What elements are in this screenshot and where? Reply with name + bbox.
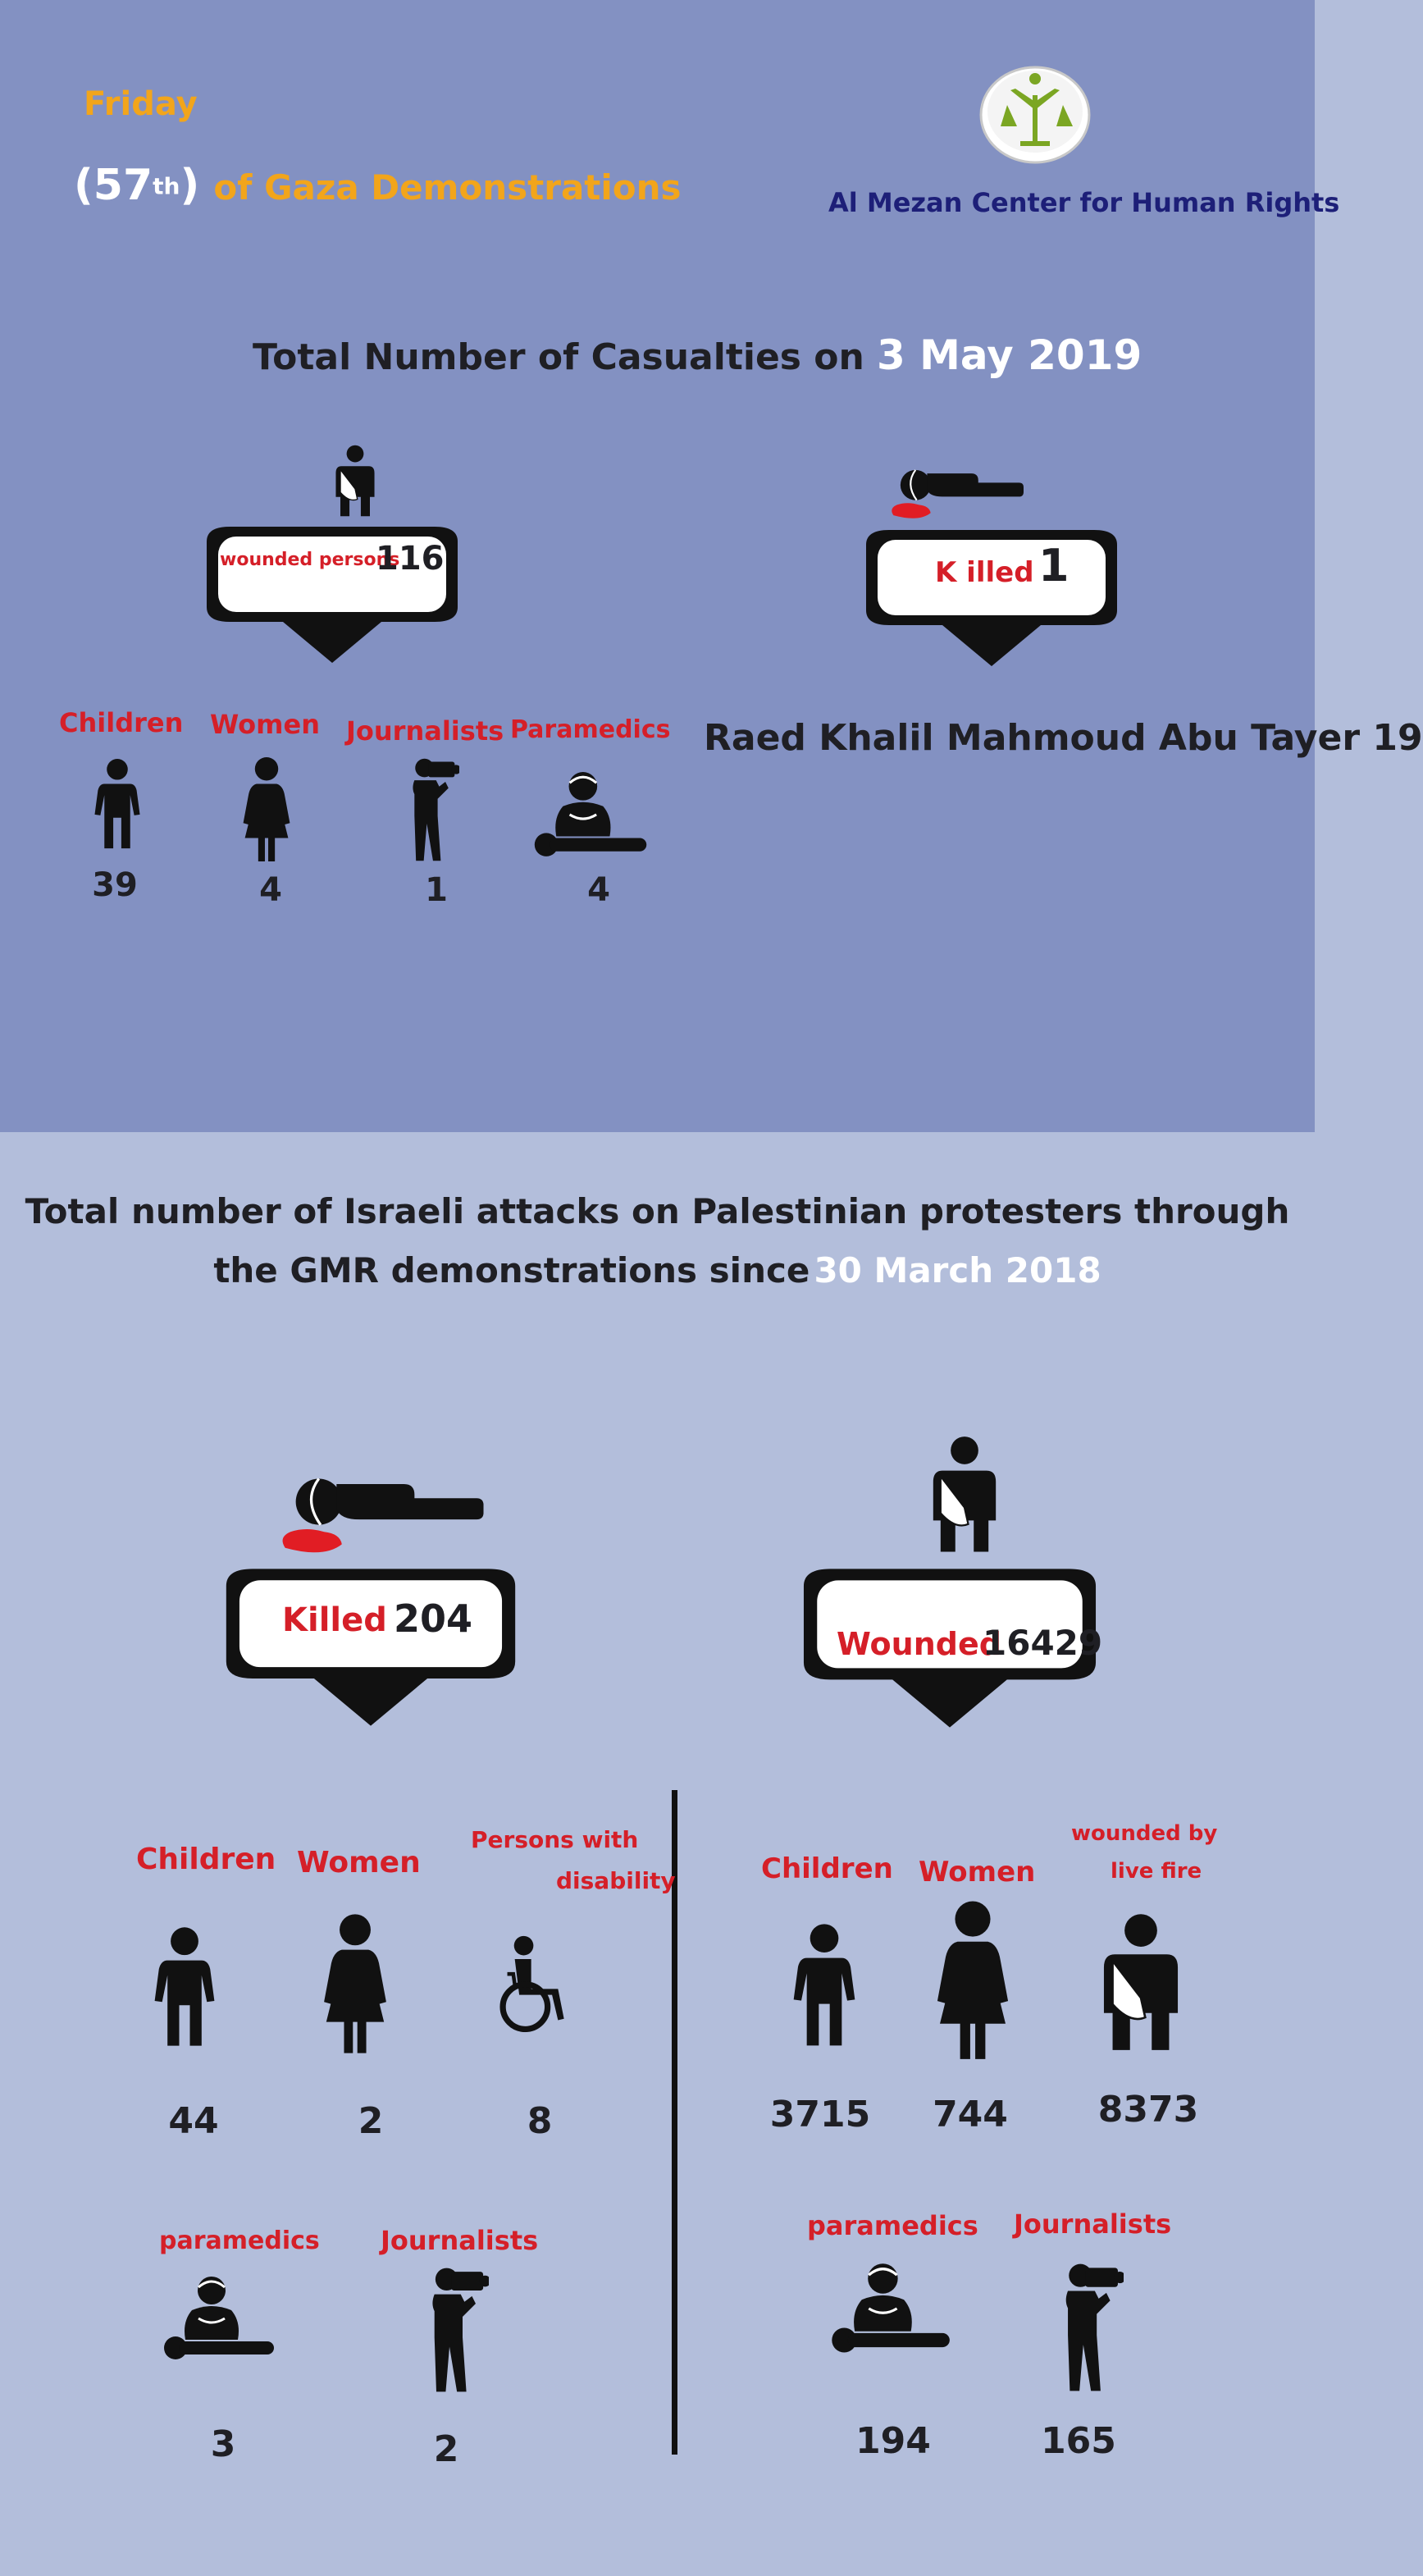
wounded-journalists-label: Journalists: [1014, 2208, 1172, 2240]
org-name: Al Mezan Center for Human Rights: [828, 187, 1340, 218]
totals-title-line2-text: the GMR demonstrations since: [213, 1250, 810, 1290]
woman-icon: [322, 1913, 389, 2058]
wounded-journalists-value: 165: [1041, 2420, 1116, 2462]
paramedic-icon: [161, 2274, 276, 2364]
day-children-label: Children: [59, 707, 184, 738]
killed-disability-label-1: Persons with: [471, 1826, 639, 1853]
total-killed-value: 204: [394, 1596, 473, 1641]
wounded-women-value: 744: [933, 2094, 1008, 2135]
killed-journalists-label: Journalists: [381, 2225, 539, 2256]
day-wounded-banner: [197, 525, 467, 665]
org-logo: [978, 59, 1092, 169]
journalist-icon: [405, 755, 459, 865]
total-killed-label: Killed: [282, 1601, 387, 1639]
day-paramedics-label: Paramedics: [510, 715, 671, 744]
day-women-label: Women: [210, 709, 320, 740]
killed-children-value: 44: [168, 2100, 219, 2142]
totals-since-date: 30 March 2018: [814, 1250, 1101, 1290]
killed-person-icon: [271, 1473, 484, 1562]
day-killed-banner: [856, 528, 1127, 668]
wounded-person-icon: [326, 445, 384, 518]
wounded-paramedics-label: paramedics: [807, 2210, 978, 2241]
wounded-paramedics-value: 194: [855, 2420, 931, 2462]
journalist-icon: [423, 2258, 489, 2402]
day-killed-value: 1: [1038, 540, 1070, 591]
child-icon: [151, 1926, 218, 2054]
ordinal-open: (57: [74, 161, 153, 210]
killed-paramedics-value: 3: [210, 2423, 236, 2465]
killed-person-icon: [884, 466, 1024, 525]
killed-journalists-value: 2: [433, 2428, 459, 2470]
day-wounded-label: wounded persons: [220, 550, 400, 570]
wounded-children-label: Children: [761, 1852, 893, 1885]
day-title-text: Total Number of Casualties on: [253, 336, 864, 378]
banner-shape: [856, 528, 1127, 668]
wheelchair-icon: [495, 1913, 577, 2054]
woman-icon: [933, 1900, 1012, 2064]
day-women-value: 4: [259, 871, 282, 909]
ordinal-sup: th: [153, 172, 180, 200]
wounded-children-value: 3715: [769, 2094, 871, 2135]
day-children-value: 39: [92, 866, 138, 904]
day-title: [253, 331, 1142, 379]
logo-scales-icon: [978, 59, 1092, 166]
ordinal-close: ): [180, 161, 200, 210]
victim-name: Raed Khalil Mahmoud Abu Tayer 19: [704, 717, 1423, 759]
killed-women-label: Women: [297, 1846, 421, 1879]
subtitle: of Gaza Demonstrations: [213, 167, 682, 208]
paramedic-icon: [528, 770, 651, 861]
wounded-livefire-label-1: wounded by: [1071, 1821, 1218, 1846]
paramedic-icon: [828, 2261, 951, 2358]
friday-label: Friday: [84, 85, 198, 123]
totals-title-line2: [0, 1250, 1315, 1290]
killed-disability-label-2: disability: [556, 1867, 676, 1894]
journalist-icon: [1056, 2258, 1124, 2397]
wounded-livefire-label-2: live fire: [1111, 1859, 1202, 1884]
killed-disability-value: 8: [527, 2100, 553, 2142]
edition-title: [74, 161, 682, 210]
total-wounded-label: Wounded: [837, 1626, 1001, 1662]
total-killed-banner: [215, 1567, 527, 1728]
child-icon: [791, 1923, 858, 2054]
wounded-person-icon: [917, 1436, 1012, 1555]
total-wounded-value: 16429: [983, 1623, 1103, 1663]
wounded-person-icon: [1097, 1908, 1184, 2059]
wounded-women-label: Women: [919, 1856, 1036, 1889]
woman-icon: [239, 756, 294, 865]
killed-children-label: Children: [136, 1843, 276, 1876]
banner-shape: [215, 1567, 527, 1728]
totals-title-line1: Total number of Israeli attacks on Palestinian protesters through: [25, 1191, 1290, 1231]
day-journalists-value: 1: [425, 871, 448, 909]
killed-paramedics-label: paramedics: [159, 2227, 320, 2255]
day-date: 3 May 2019: [876, 331, 1143, 379]
child-icon: [90, 758, 144, 855]
day-paramedics-value: 4: [587, 871, 610, 909]
killed-women-value: 2: [358, 2100, 384, 2142]
day-killed-label: K illed: [935, 556, 1034, 589]
total-wounded-banner: [792, 1567, 1107, 1729]
day-wounded-value: 116: [376, 540, 445, 578]
day-journalists-label: Journalists: [346, 715, 504, 747]
wounded-livefire-value: 8373: [1097, 2089, 1199, 2131]
